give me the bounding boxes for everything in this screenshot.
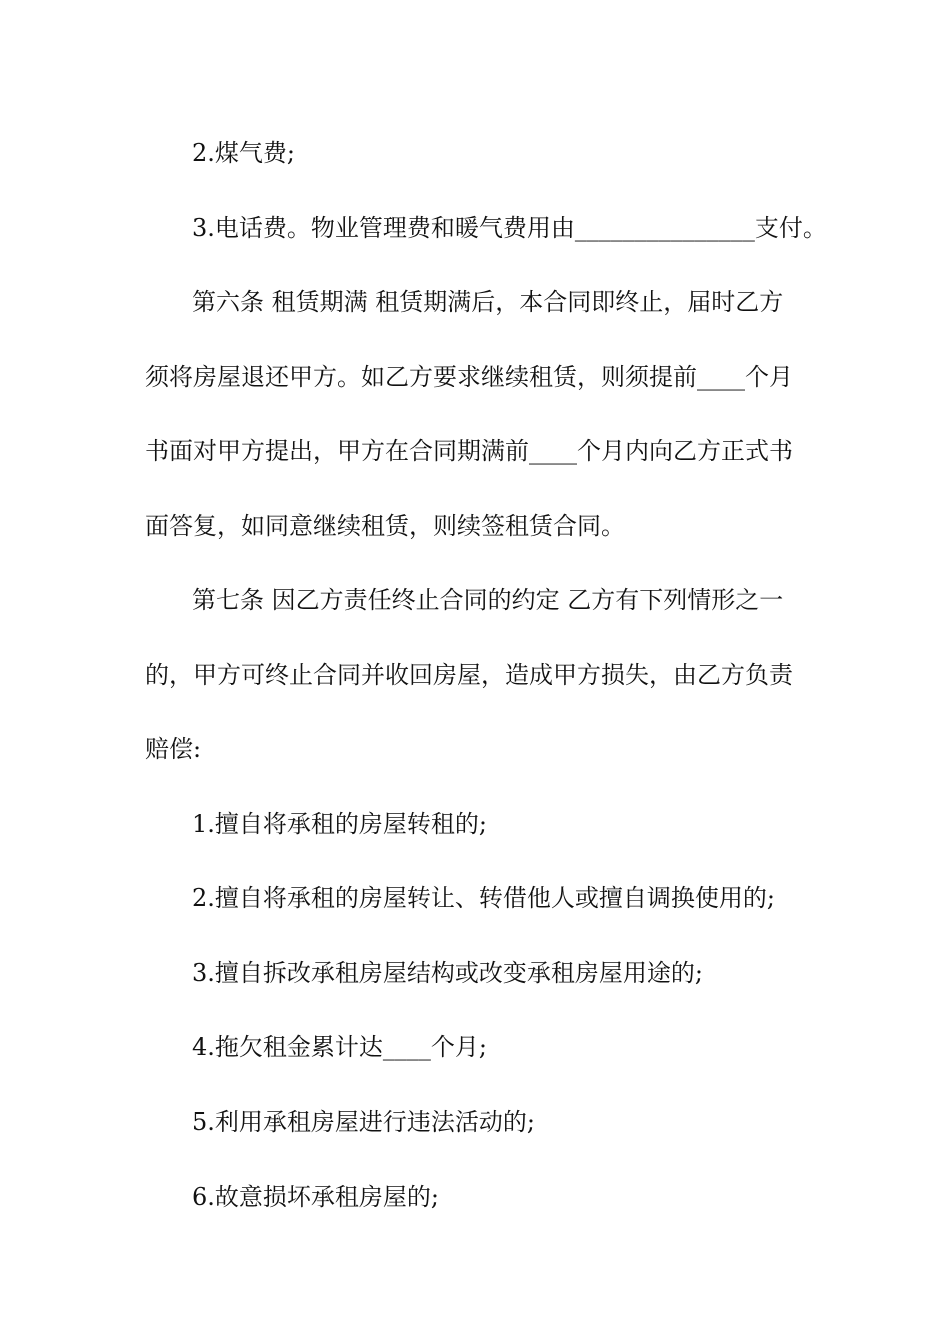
- text-line: 的，甲方可终止合同并收回房屋，造成甲方损失，由乙方负责: [145, 661, 793, 689]
- text-line: 3.擅自拆改承租房屋结构或改变承租房屋用途的;: [192, 959, 703, 987]
- text-line: 5.利用承租房屋进行违法活动的;: [192, 1108, 535, 1136]
- text-line: 赔偿:: [145, 735, 202, 763]
- text-line: 3.电话费。物业管理费和暖气费用由_______________支付。: [192, 214, 827, 242]
- text-line: 2.擅自将承租的房屋转让、转借他人或擅自调换使用的;: [192, 884, 775, 912]
- text-line: 第七条 因乙方责任终止合同的约定 乙方有下列情形之一: [192, 586, 784, 614]
- text-line: 面答复，如同意继续租赁，则续签租赁合同。: [145, 512, 625, 540]
- text-line: 2.煤气费;: [192, 139, 295, 167]
- text-line: 第六条 租赁期满 租赁期满后，本合同即终止，届时乙方: [192, 288, 784, 316]
- text-line: 书面对甲方提出，甲方在合同期满前____个月内向乙方正式书: [145, 437, 793, 465]
- text-line: 须将房屋退还甲方。如乙方要求继续租赁，则须提前____个月: [145, 363, 793, 391]
- text-line: 4.拖欠租金累计达____个月;: [192, 1033, 487, 1061]
- text-line: 6.故意损坏承租房屋的;: [192, 1183, 439, 1211]
- text-line: 1.擅自将承租的房屋转租的;: [192, 810, 487, 838]
